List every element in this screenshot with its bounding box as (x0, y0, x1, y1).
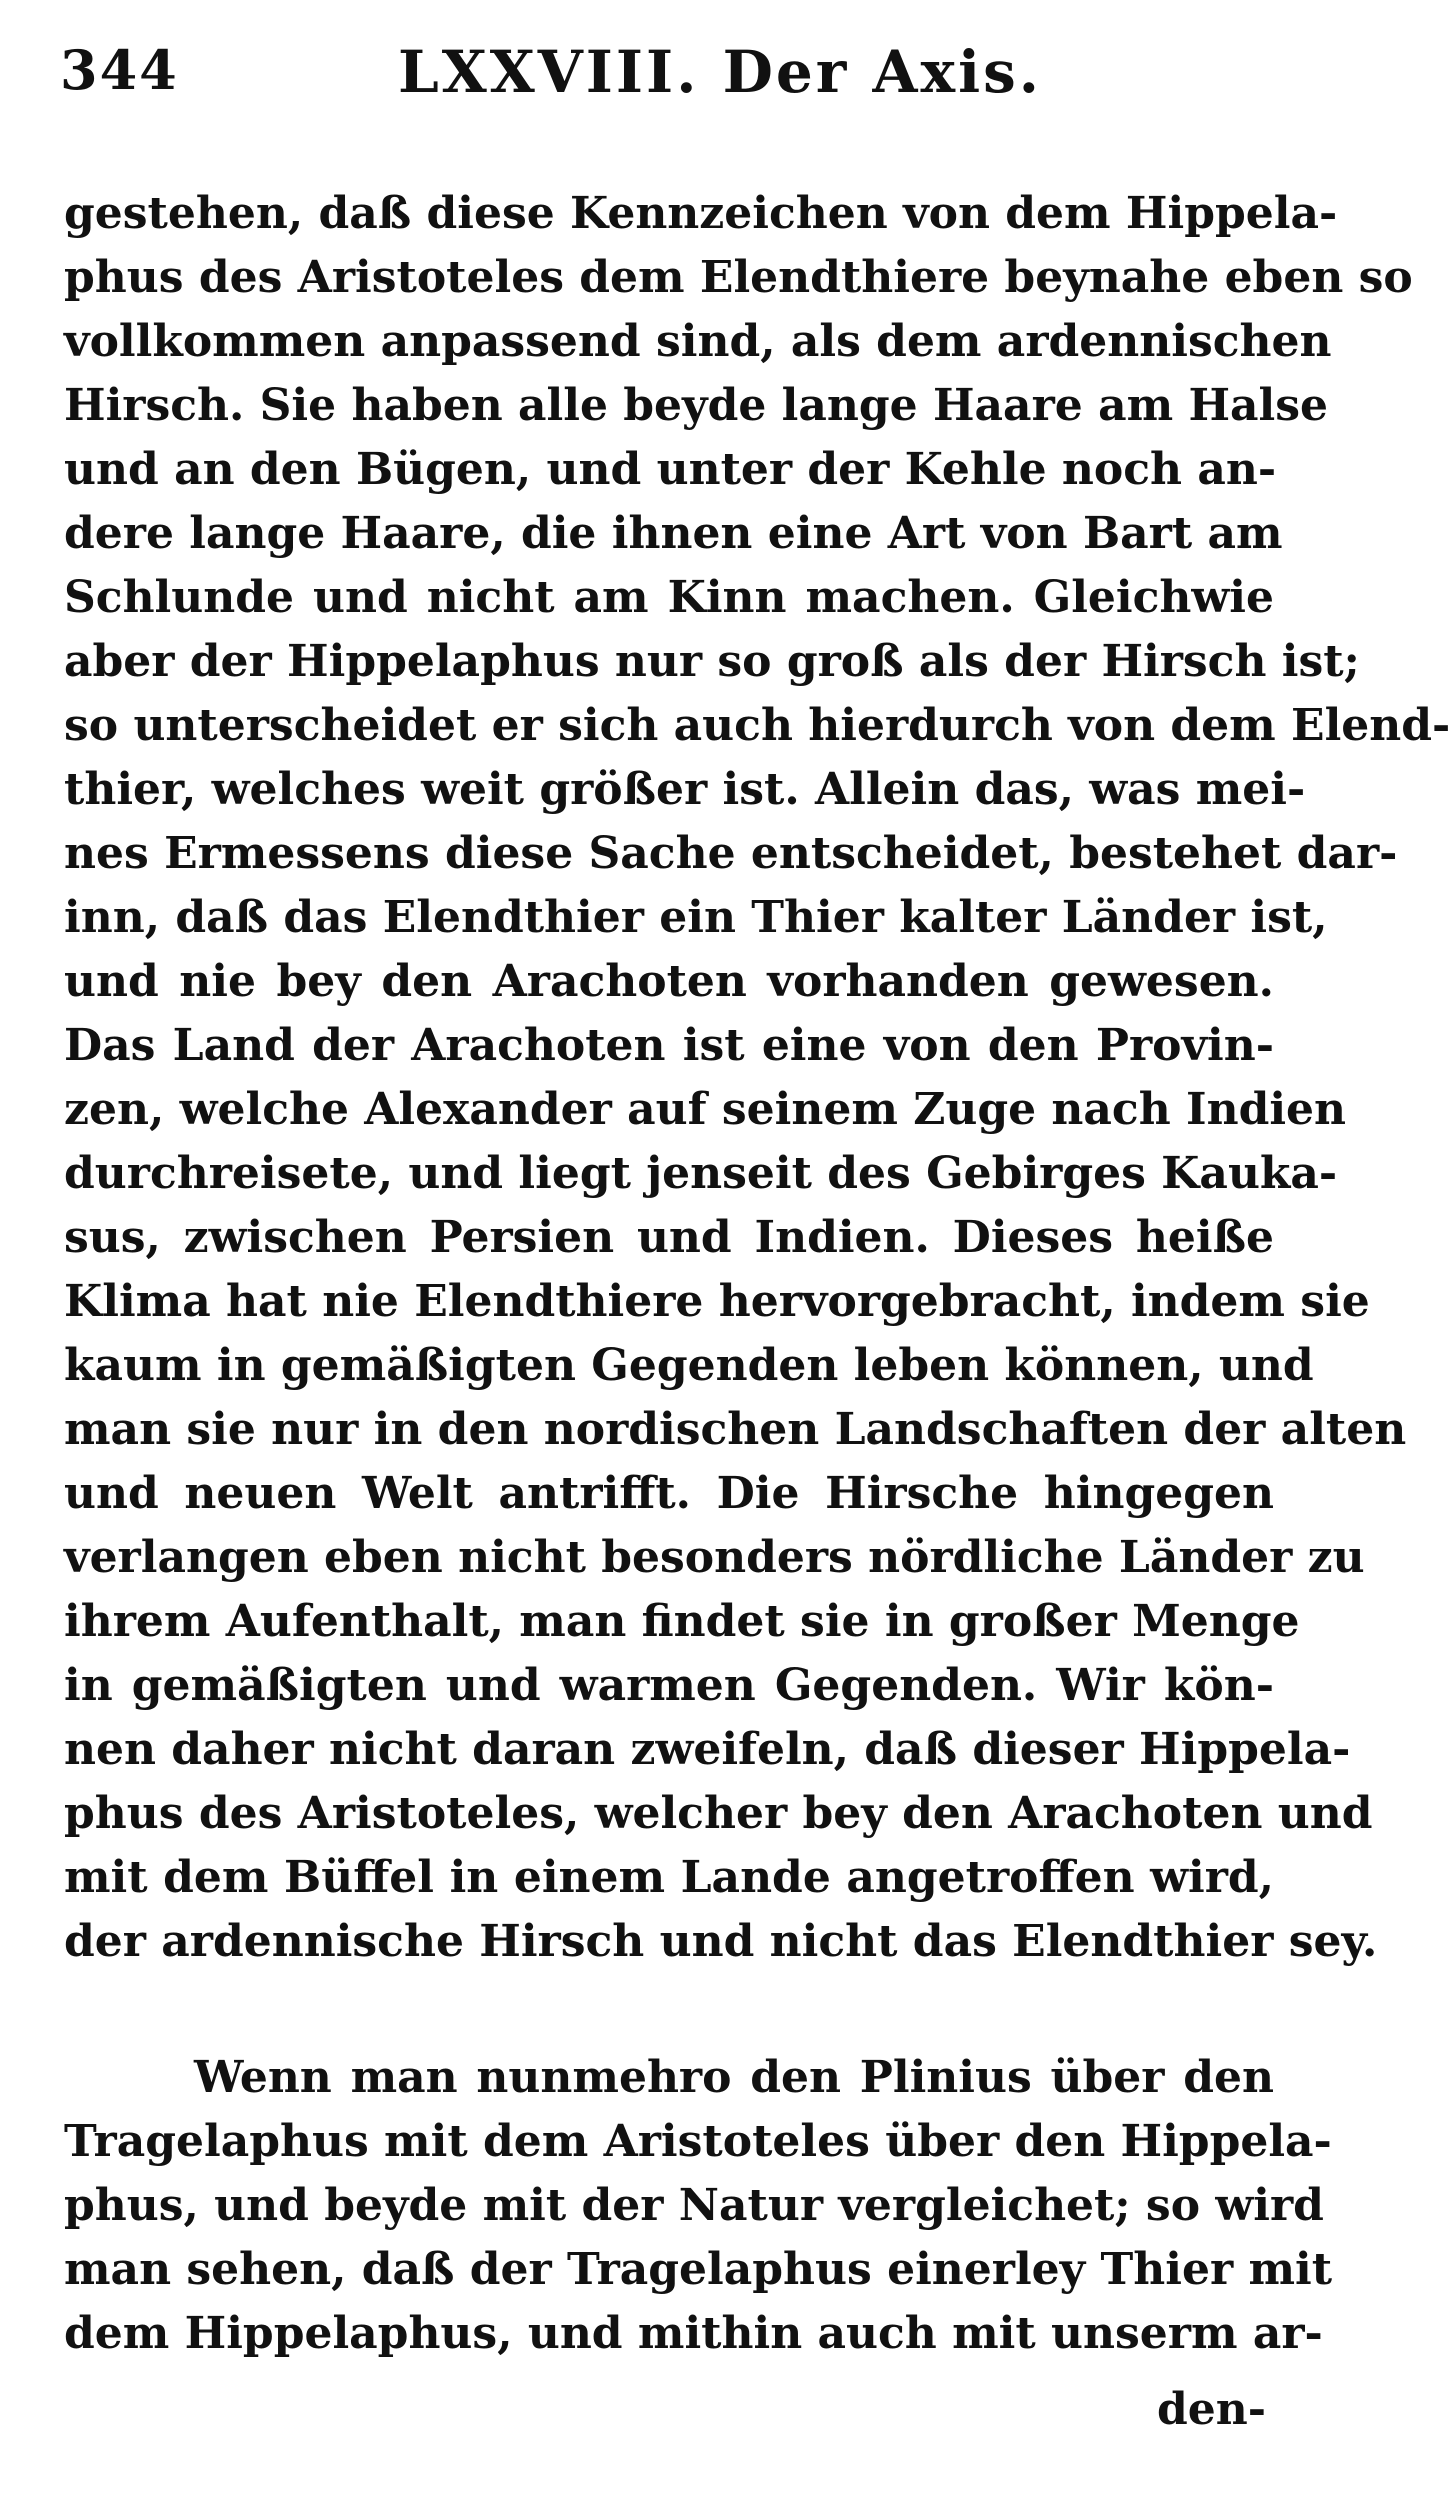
text-line: Tragelaphus mit dem Aristoteles über den Hippela- (64, 2116, 1332, 2167)
text-line: der ardennische Hirsch und nicht das Elendthier sey. (64, 1916, 1378, 1967)
catchword: den- (1156, 2384, 1266, 2435)
text-line: durchreisete, und liegt jenseit des Gebirges Kauka- (64, 1148, 1338, 1199)
body-text (64, 182, 1450, 2366)
text-line: in gemäßigten und warmen Gegenden. Wir kön- (64, 1660, 1274, 1711)
text-line: phus des Aristoteles dem Elendthiere beynahe eben so (64, 252, 1413, 303)
text-line: vollkommen anpassend sind, als dem ardennischen (64, 316, 1332, 367)
text-line: thier, welches weit größer ist. Allein das, was mei- (64, 764, 1306, 815)
text-line: nen daher nicht daran zweifeln, daß dieser Hippela- (64, 1724, 1351, 1775)
text-line: und an den Bügen, und unter der Kehle noch an- (64, 444, 1277, 495)
text-line: Klima hat nie Elendthiere hervorgebracht, indem sie (64, 1276, 1370, 1327)
text-line: Das Land der Arachoten ist eine von den Provin- (64, 1020, 1274, 1071)
text-line: man sie nur in den nordischen Landschaften der alten (64, 1404, 1407, 1455)
text-line: ihrem Aufenthalt, man findet sie in großer Menge (64, 1596, 1300, 1647)
text-line: dere lange Haare, die ihnen eine Art von Bart am (64, 508, 1283, 559)
page-header (60, 38, 1270, 128)
running-title: LXXVIII. Der Axis. (398, 38, 1042, 106)
page-number: 344 (60, 38, 179, 102)
text-line: zen, welche Alexander auf seinem Zuge nach Indien (64, 1084, 1347, 1135)
paragraph-1 (64, 182, 1450, 1974)
text-line: Wenn man nunmehro den Plinius über den (194, 2052, 1274, 2103)
text-line: so unterscheidet er sich auch hierdurch von dem Elend- (64, 700, 1450, 751)
text-line: sus, zwischen Persien und Indien. Dieses heiße (64, 1212, 1274, 1263)
text-line: nes Ermessens diese Sache entscheidet, bestehet dar- (64, 828, 1398, 879)
text-line: aber der Hippelaphus nur so groß als der Hirsch ist; (64, 636, 1360, 687)
text-line: man sehen, daß der Tragelaphus einerley Thier mit (64, 2244, 1333, 2295)
text-line: mit dem Büffel in einem Lande angetroffen wird, (64, 1852, 1274, 1903)
paragraph-2 (64, 2046, 1333, 2366)
text-line: phus des Aristoteles, welcher bey den Arachoten und (64, 1788, 1373, 1839)
text-line: gestehen, daß diese Kennzeichen von dem Hippela- (64, 188, 1338, 239)
text-line: verlangen eben nicht besonders nördliche Länder zu (64, 1532, 1365, 1583)
text-line: dem Hippelaphus, und mithin auch mit unserm ar- (64, 2308, 1323, 2359)
paragraph-gap (64, 1974, 1274, 2046)
text-line: Schlunde und nicht am Kinn machen. Gleichwie (64, 572, 1274, 623)
text-line: inn, daß das Elendthier ein Thier kalter Länder ist, (64, 892, 1328, 943)
text-line: Hirsch. Sie haben alle beyde lange Haare am Halse (64, 380, 1329, 431)
text-line: phus, und beyde mit der Natur vergleichet; so wird (64, 2180, 1324, 2231)
text-line: kaum in gemäßigten Gegenden leben können, und (64, 1340, 1314, 1391)
text-line: und nie bey den Arachoten vorhanden gewesen. (64, 956, 1274, 1007)
text-line: und neuen Welt antrifft. Die Hirsche hingegen (64, 1468, 1274, 1519)
